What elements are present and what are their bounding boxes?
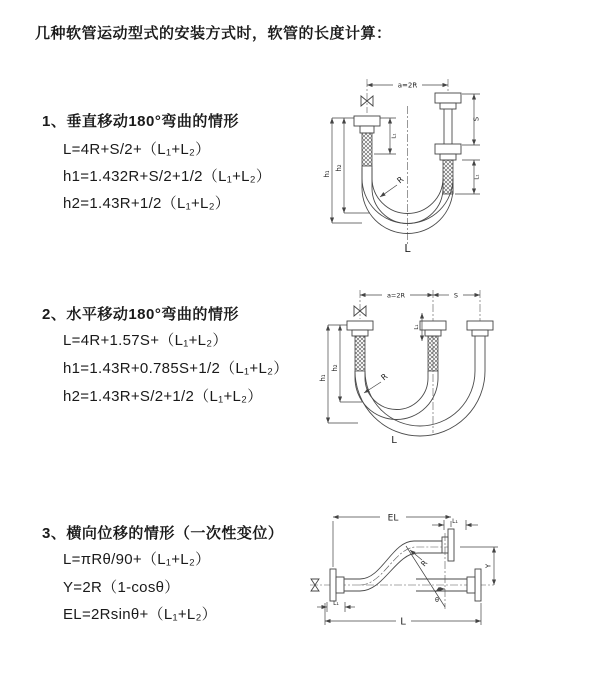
diagram-lateral-displacement (298, 503, 508, 648)
radius-leader (380, 175, 406, 197)
left-flange-fitting (347, 321, 373, 371)
angle-label: θ (435, 596, 439, 604)
section-2-formula-h2: h2=1.43R+S/2+1/2（L₁+L₂） (63, 388, 263, 405)
dim-label-s: S (453, 291, 459, 300)
right-flange-fitting (467, 321, 493, 371)
angle-construction (406, 533, 445, 609)
s-curve-hose (360, 541, 448, 591)
section-1-formula-L: L=4R+S/2+（L₁+L₂） (63, 141, 211, 158)
length-label: L (404, 242, 411, 255)
right-flange-lower-position (435, 144, 461, 194)
dim-label-h1: h₁ (323, 170, 331, 178)
dim-label-l1: L₁ (474, 174, 481, 180)
u-hose-position-1 (355, 371, 438, 420)
braided-section (362, 133, 372, 166)
length-label: L (391, 435, 397, 446)
dim-label-a2r: a=2R (397, 81, 418, 90)
section-3-formula-Y: Y=2R（1-cosθ） (63, 579, 180, 596)
right-flange-upper-position (435, 93, 461, 144)
dimension-s (433, 292, 480, 300)
dim-label-h1: h₁ (319, 374, 327, 382)
radius-label: R (379, 371, 390, 383)
dimension-l1-right (455, 160, 481, 194)
dim-label-l1: L₁ (333, 600, 339, 607)
dim-label-y: Y (484, 563, 493, 569)
section-3-formula-EL: EL=2Rsinθ+（L₁+L₂） (63, 606, 217, 623)
braided-section (428, 336, 438, 371)
radius-label: R (418, 558, 430, 569)
dim-label-h2: h₂ (331, 364, 339, 372)
dim-label-el: EL (387, 513, 399, 524)
section-2-formula-L: L=4R+1.57S+（L₁+L₂） (63, 332, 228, 349)
dim-label-s: S (472, 116, 481, 122)
length-label: L (400, 616, 406, 628)
u-hose-position-2 (355, 371, 485, 436)
dimension-el (333, 514, 451, 568)
dimension-a-2R (360, 292, 433, 300)
dim-label-l1: L₁ (414, 324, 420, 330)
page-title: 几种软管运动型式的安装方式时，软管的长度计算： (35, 25, 392, 42)
middle-flange-fitting (420, 321, 446, 371)
braided-section (355, 336, 365, 371)
radius-label: R (395, 174, 406, 186)
section-2-heading: 2、水平移动180°弯曲的情形 (42, 306, 239, 323)
dimension-a-2R (367, 82, 448, 90)
section-1-formula-h1: h1=1.432R+S/2+1/2（L₁+L₂） (63, 168, 272, 185)
left-flange-fitting (354, 116, 380, 166)
dim-label-l1: L₁ (452, 518, 458, 525)
dim-label-h2: h₂ (335, 164, 343, 172)
diagram-horizontal-180-bend (318, 283, 518, 451)
dim-label-a2r: a=2R (386, 291, 406, 300)
dimension-l1-top (432, 518, 478, 530)
diagram-vertical-180-bend (318, 66, 588, 261)
leg-centerlines (360, 290, 480, 433)
dimension-h1 (319, 325, 358, 423)
dim-label-l1: L₁ (391, 133, 398, 139)
right-flange-displaced (442, 529, 454, 561)
section-2-formula-h1: h1=1.43R+0.785S+1/2（L₁+L₂） (63, 360, 289, 377)
dimension-s (462, 94, 481, 145)
section-3-formula-L: L=πRθ/90+（L₁+L₂） (63, 551, 211, 568)
section-1-formula-h2: h2=1.43R+1/2（L₁+L₂） (63, 195, 231, 212)
section-3-heading: 3、横向位移的情形（一次性变位） (42, 525, 284, 542)
section-1-heading: 1、垂直移动180°弯曲的情形 (42, 113, 239, 130)
dimension-l1-left (317, 600, 355, 612)
